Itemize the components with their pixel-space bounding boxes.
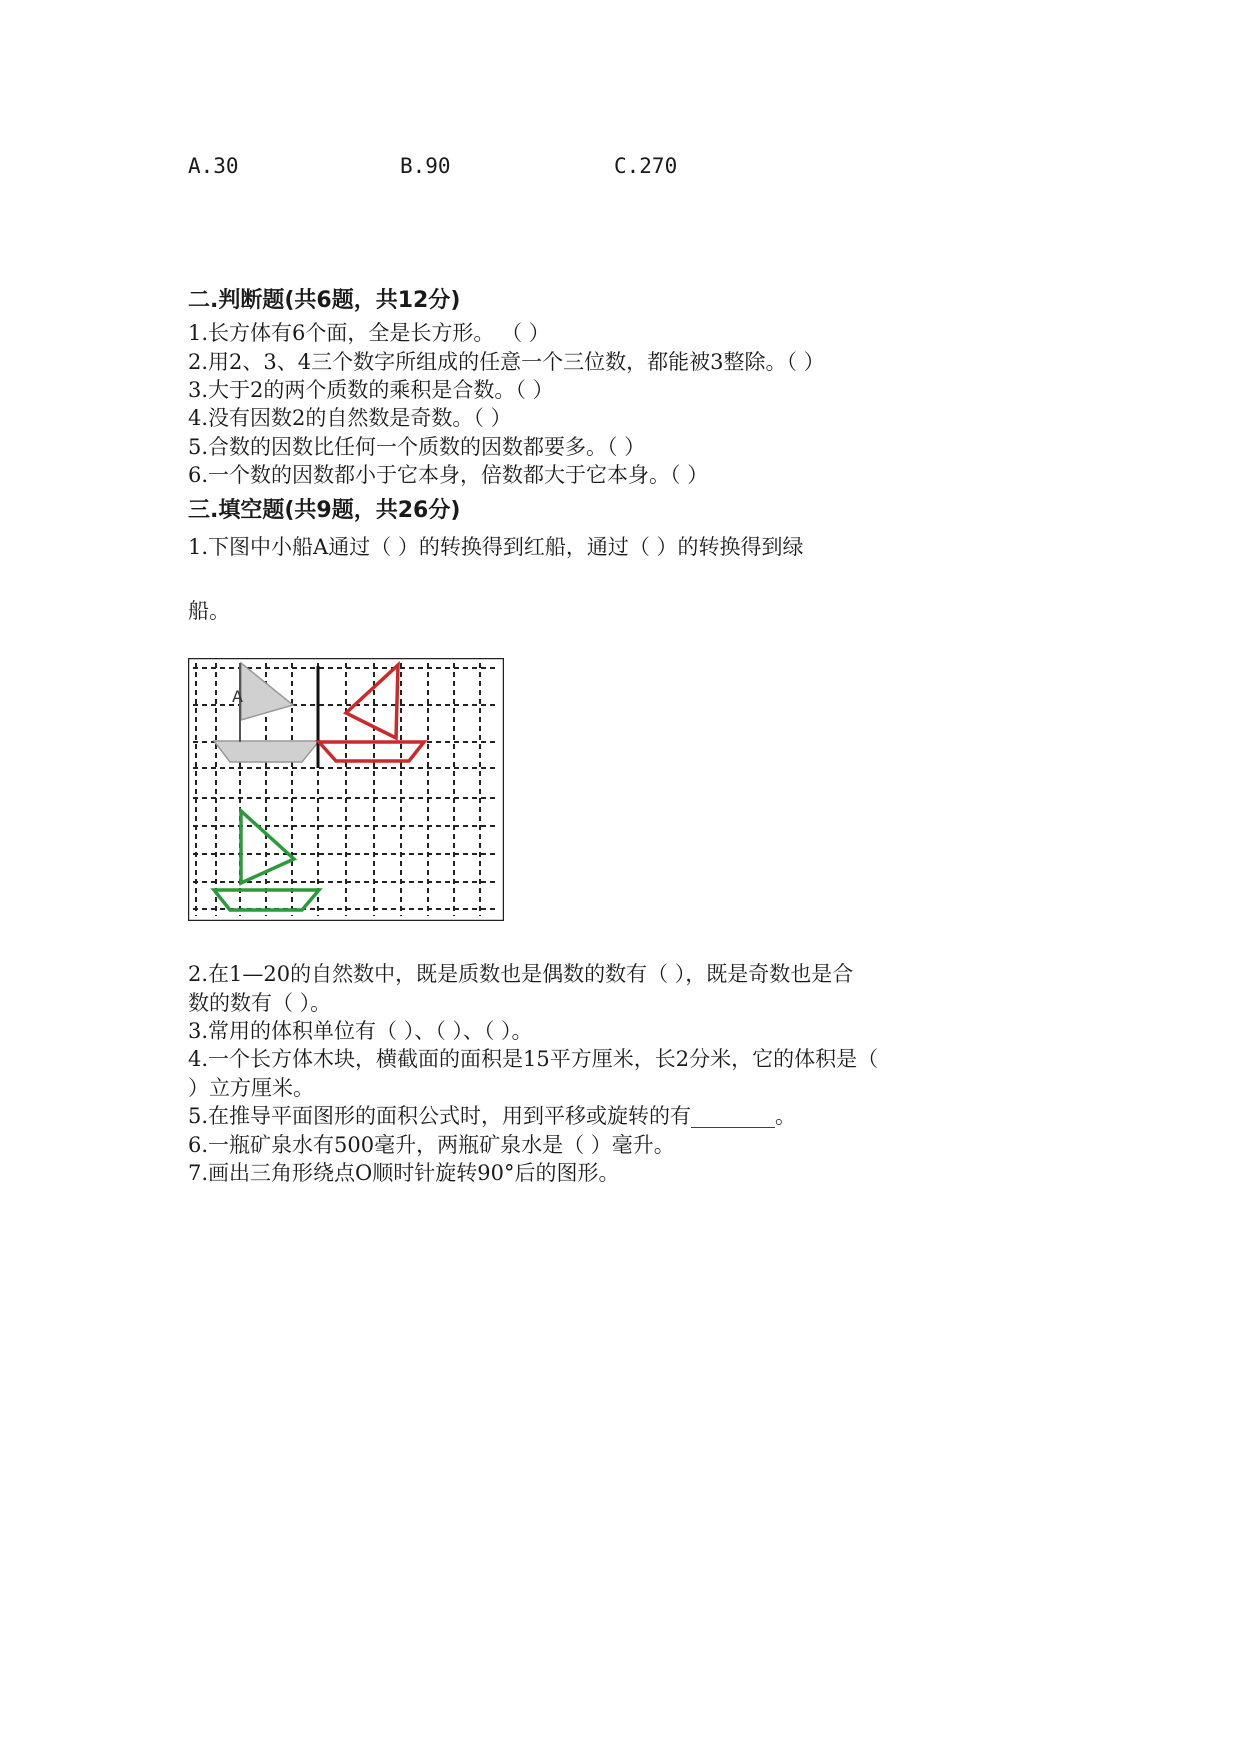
fill-item-1-line2: 船。 <box>188 599 230 623</box>
section3-title: 三.填空题(共9题，共26分) <box>188 498 461 523</box>
fill-item-6: 6.一瓶矿泉水有500毫升，两瓶矿泉水是（ ）毫升。 <box>188 1133 675 1157</box>
judge-item-5: 5.合数的因数比任何一个质数的因数都要多。（ ） <box>188 435 646 459</box>
option-a: A.30 <box>188 154 239 178</box>
boat-a-hull <box>214 741 319 762</box>
judge-item-2: 2.用2、3、4三个数字所组成的任意一个三位数，都能被3整除。（ ） <box>188 350 825 374</box>
boat-a-label: A <box>232 687 243 706</box>
judge-item-4: 4.没有因数2的自然数是奇数。（ ） <box>188 406 512 430</box>
judge-item-1: 1.长方体有6个面，全是长方形。 （ ） <box>188 321 550 345</box>
fill-item-2-line1: 2.在1—20的自然数中，既是质数也是偶数的数有（ ），既是奇数也是合 <box>188 962 854 986</box>
fill-item-1-line1: 1.下图中小船A通过（ ）的转换得到红船，通过（ ）的转换得到绿 <box>188 535 804 559</box>
fill-item-4-line2: ）立方厘米。 <box>188 1076 314 1100</box>
option-c: C.270 <box>614 154 678 178</box>
fill-item-2-line2: 数的数有（ ）。 <box>188 991 332 1015</box>
fill-item-4-line1: 4.一个长方体木块，横截面的面积是15平方厘米，长2分米，它的体积是（ <box>188 1047 879 1071</box>
fill-item-3: 3.常用的体积单位有（ ）、（ ）、（ ）。 <box>188 1019 533 1043</box>
fill-item-5: 5.在推导平面图形的面积公式时，用到平移或旋转的有________。 <box>188 1104 797 1128</box>
fill-item-7: 7.画出三角形绕点O顺时针旋转90°后的图形。 <box>188 1161 620 1185</box>
judge-item-6: 6.一个数的因数都小于它本身，倍数都大于它本身。（ ） <box>188 463 709 487</box>
boat-grid-figure <box>188 658 504 921</box>
section2-title: 二.判断题(共6题，共12分) <box>188 288 461 313</box>
boat-grid-svg <box>188 658 504 921</box>
judge-item-3: 3.大于2的两个质数的乘积是合数。（ ） <box>188 378 554 402</box>
option-b: B.90 <box>400 154 451 178</box>
